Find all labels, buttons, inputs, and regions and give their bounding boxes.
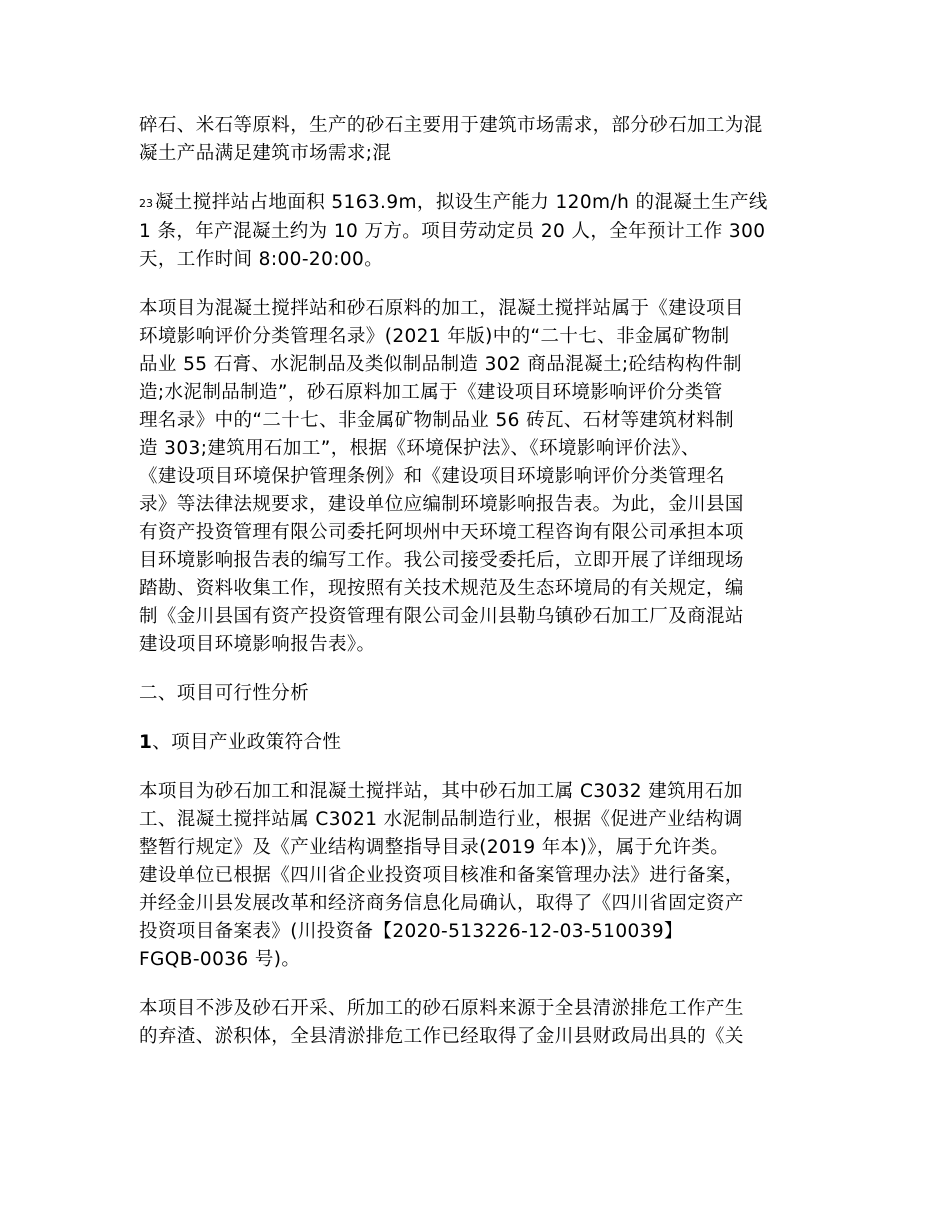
text-line: 的弃渣、淤积体，全县清淤排危工作已经取得了金川县财政局出具的《关 <box>139 1026 744 1047</box>
text-line: 建设单位已根据《四川省企业投资项目核准和备案管理办法》进行备案， <box>139 865 744 886</box>
text-line: 本项目不涉及砂石开采、所加工的砂石原料来源于全县清淤排危工作产生 <box>139 998 744 1019</box>
paragraph-mixing-station <box>139 189 815 274</box>
text-line: 凝土产品满足建筑市场需求;混 <box>139 143 392 164</box>
text-line: 碎石、米石等原料，生产的砂石主要用于建筑市场需求，部分砂石加工为混 <box>139 115 763 136</box>
text-line: 造;水泥制品制造”，砂石原料加工属于《建设项目环境影响评价分类管 <box>139 382 723 403</box>
text-line: 有资产投资管理有限公司委托阿坝州中天环境工程咨询有限公司承担本项 <box>139 522 744 543</box>
text-line: 造 303;建筑用石加工”，根据《环境保护法》、《环境影响评价法》、 <box>139 438 700 459</box>
subsection-heading <box>139 729 815 757</box>
text-line-content: 凝土搅拌站占地面积 5163.9m，拟设生产能力 120m/h 的混凝土生产线 <box>155 192 768 213</box>
text-line: 理名录》中的“二十七、非金属矿物制品业 56 砖瓦、石材等建筑材料制 <box>139 410 734 431</box>
text-line: 环境影响评价分类管理名录》(2021 年版)中的“二十七、非金属矿物制 <box>139 326 730 347</box>
paragraph-raw-materials <box>139 112 815 168</box>
section-heading: 二、项目可行性分析 <box>139 683 310 704</box>
text-line: 工、混凝土搅拌站属 C3021 水泥制品制造行业，根据《促进产业结构调 <box>139 809 743 830</box>
text-line: FGQB-0036 号)。 <box>139 949 301 970</box>
text-line: 制《金川县国有资产投资管理有限公司金川县勒乌镇砂石加工厂及商混站 <box>139 606 744 627</box>
text-line: 并经金川县发展改革和经济商务信息化局确认，取得了《四川省固定资产 <box>139 893 744 914</box>
paragraph-classification <box>139 295 815 659</box>
text-line: 天，工作时间 8:00-20:00。 <box>139 249 384 270</box>
text-line: 建设项目环境影响报告表》。 <box>139 634 376 655</box>
text-line: 目环境影响报告表的编写工作。我公司接受委托后，立即开展了详细现场 <box>139 550 744 571</box>
text-line: 踏勘、资料收集工作，现按照有关技术规范及生态环境局的有关规定，编 <box>139 578 744 599</box>
text-line: 本项目为砂石加工和混凝土搅拌站，其中砂石加工属 C3032 建筑用石加 <box>139 781 743 802</box>
text-line <box>139 189 815 218</box>
text-line: 品业 55 石膏、水泥制品及类似制品制造 302 商品混凝土;砼结构构件制 <box>139 354 742 375</box>
text-line: 本项目为混凝土搅拌站和砂石原料的加工，混凝土搅拌站属于《建设项目 <box>139 298 744 319</box>
subsection-number: 1 <box>139 732 153 753</box>
text-line: 投资项目备案表》(川投资备【2020-513226-12-03-510039】 <box>139 921 683 942</box>
footnote-superscript: 23 <box>139 197 153 210</box>
text-line: 《建设项目环境保护管理条例》和《建设项目环境影响评价分类管理名 <box>139 466 725 487</box>
document-page <box>139 112 815 1072</box>
text-line: 整暂行规定》及《产业结构调整指导目录(2019 年本)》，属于允许类。 <box>139 837 730 858</box>
paragraph-industrial-policy <box>139 778 815 974</box>
text-line: 1 条，年产混凝土约为 10 万方。项目劳动定员 20 人，全年预计工作 300 <box>139 221 766 242</box>
text-line: 录》等法律法规要求，建设单位应编制环境影响报告表。为此，金川县国 <box>139 494 744 515</box>
paragraph-raw-material-source <box>139 995 815 1051</box>
subsection-title: 、项目产业政策符合性 <box>152 732 342 753</box>
